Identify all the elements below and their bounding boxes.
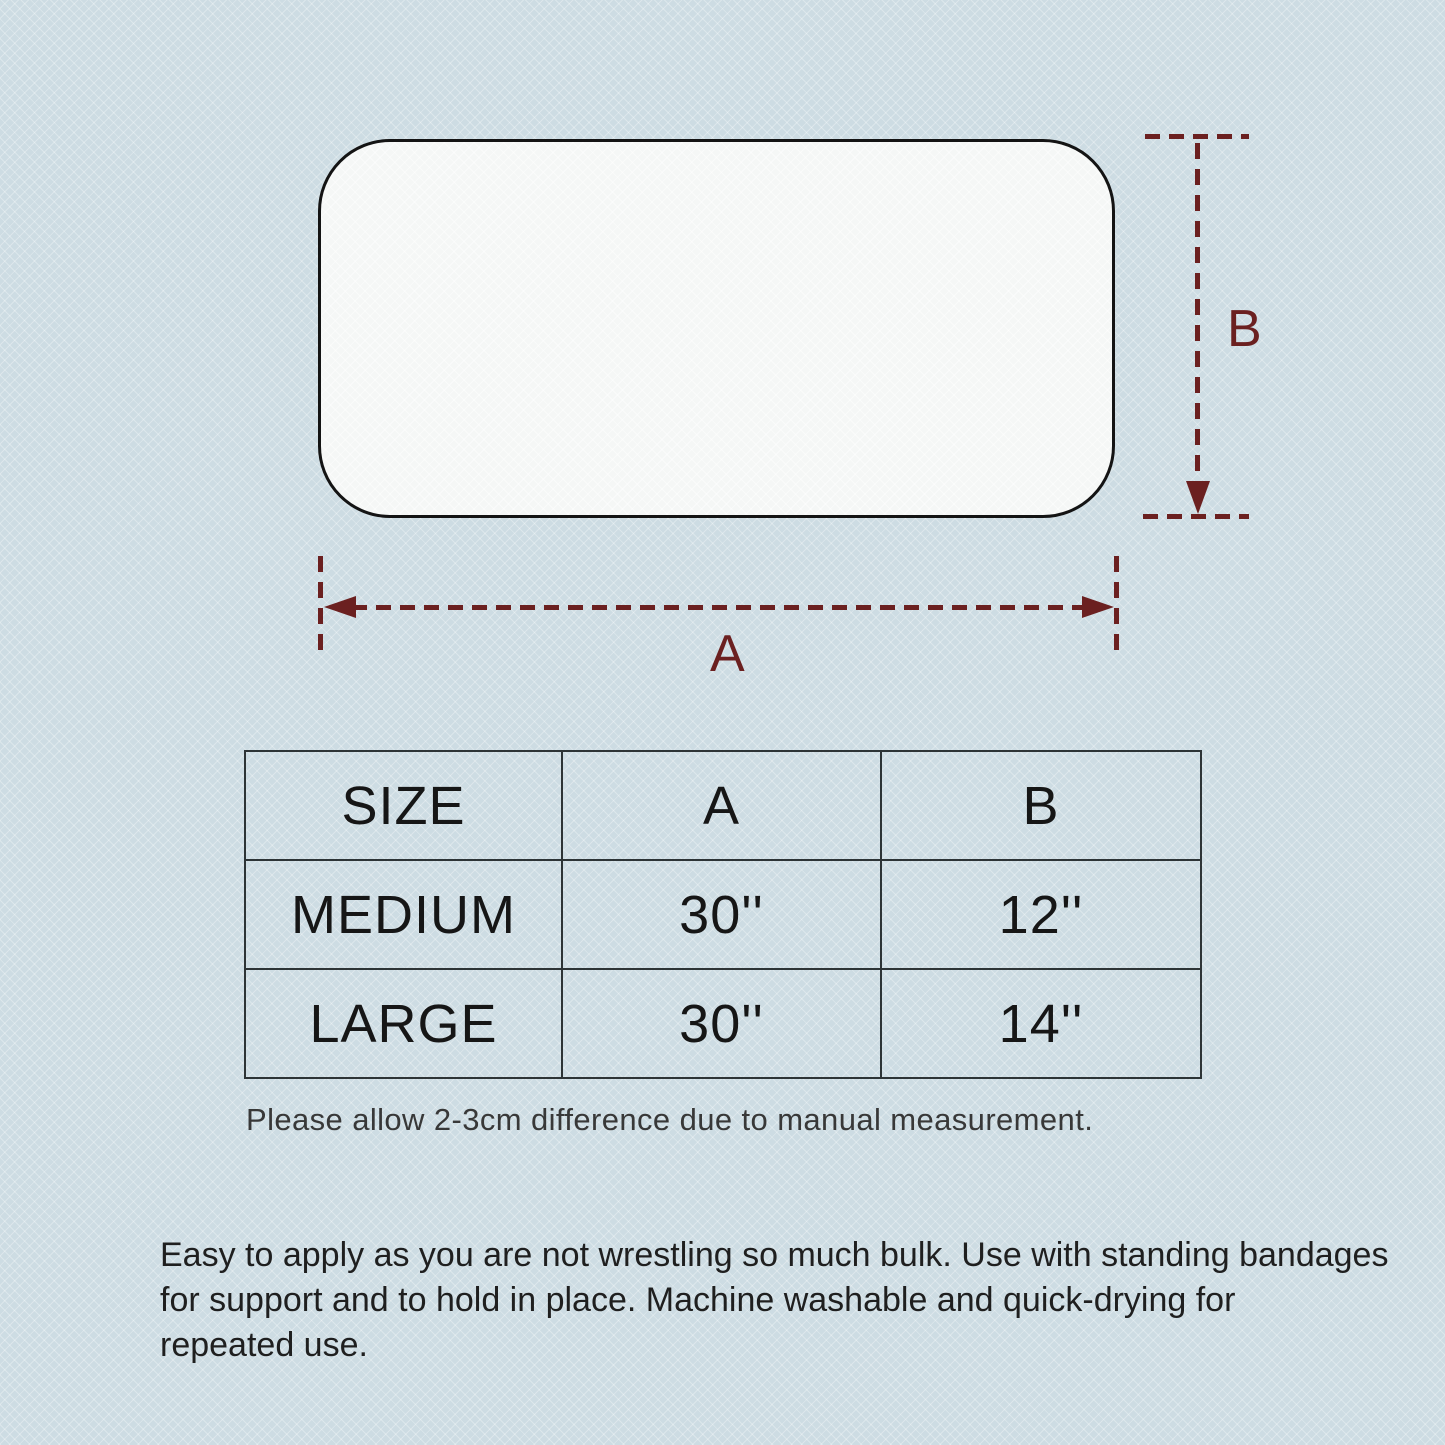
description-line: repeated use. [160,1326,368,1364]
size-table-row-large [245,969,1201,1078]
width-dimension-left-tick [318,556,323,656]
measurement-note: Please allow 2-3cm difference due to manual measurement. [246,1102,1094,1137]
size-table-header-a: A [562,751,881,860]
height-dimension-top-tick [1145,134,1249,139]
height-dimension-line [1195,143,1200,482]
product-outline-shape [318,139,1115,518]
size-table [244,750,1202,1079]
width-dimension-arrowhead-left [324,596,356,618]
size-table-row-medium [245,860,1201,969]
size-table-cell: 12'' [881,860,1201,969]
size-table-cell: MEDIUM [245,860,562,969]
height-dimension-label: B [1227,300,1262,358]
size-table-header-row [245,751,1201,860]
size-table-cell: 30'' [562,969,881,1078]
height-dimension-bottom-tick [1143,514,1249,519]
height-dimension-arrowhead-down [1186,481,1210,514]
size-table-header-size: SIZE [245,751,562,860]
size-table-cell: LARGE [245,969,562,1078]
size-table-header-b: B [881,751,1201,860]
description-line: for support and to hold in place. Machine washable and quick-drying for [160,1281,1236,1319]
width-dimension-label: A [710,625,745,683]
description-line: Easy to apply as you are not wrestling so much bulk. Use with standing bandages [160,1236,1389,1274]
size-table-cell: 14'' [881,969,1201,1078]
width-dimension-right-tick [1114,556,1119,656]
width-dimension-line [352,605,1086,610]
product-description [160,1233,1388,1368]
size-table-cell: 30'' [562,860,881,969]
width-dimension-arrowhead-right [1082,596,1114,618]
